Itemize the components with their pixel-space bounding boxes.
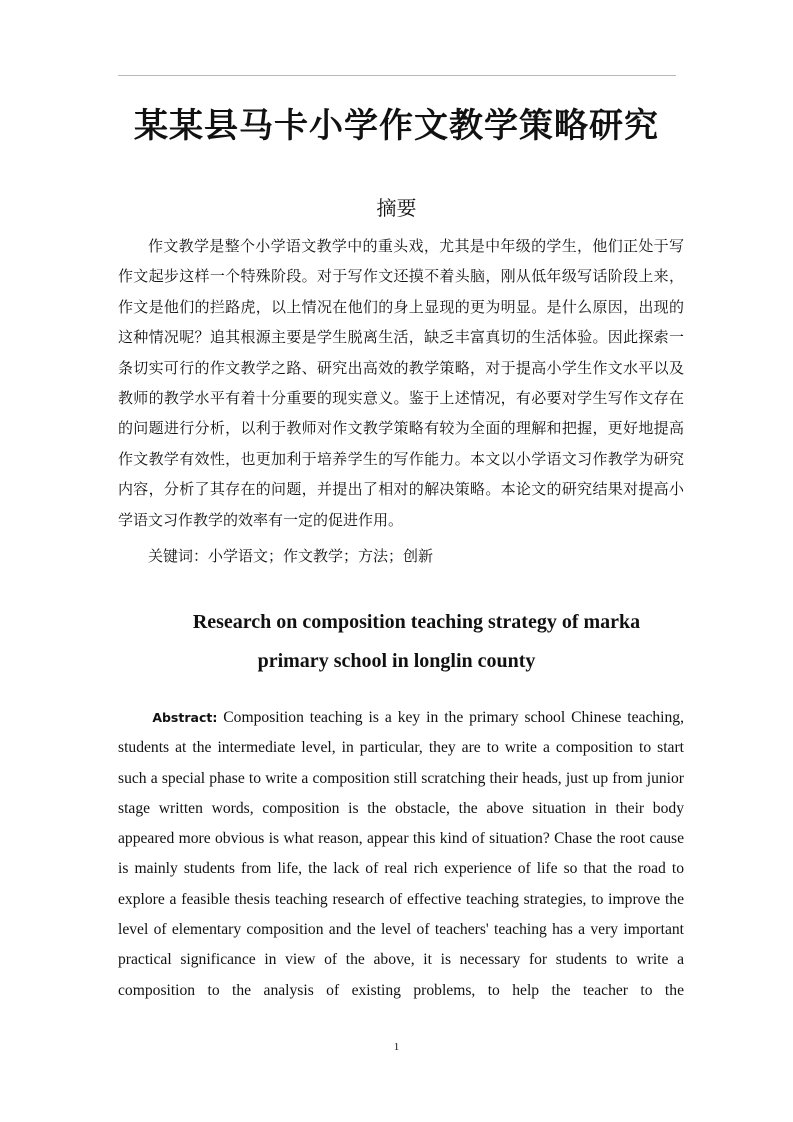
- chinese-abstract-heading: 摘要: [376, 196, 417, 220]
- english-title-line-1: Research on composition teaching strategy of marka: [192, 611, 641, 633]
- english-title: [0, 603, 793, 681]
- abstract-label: Abstract:: [152, 710, 218, 725]
- keywords-label: 关键词：: [148, 547, 209, 565]
- chinese-keywords: [118, 541, 684, 571]
- header-rule: [118, 75, 676, 76]
- page-number: 1: [393, 1041, 400, 1053]
- english-title-line-2: primary school in longlin county: [257, 650, 536, 672]
- keywords-list: 小学语文；作文教学；方法；创新: [208, 547, 434, 565]
- document-title: 某某县马卡小学作文教学策略研究: [134, 106, 659, 146]
- english-abstract-body: Composition teaching is a key in the primary school Chinese teaching, students at the intermediate level, in particular, they are to write a composition to start such a special phase to write a composition still scratching their heads, just up from junior stage written words, composition is the obstacle, the above situation in their body appeared more obvious is what reason, appear this kind of situation? Chase the root cause is mainly students from life, the lack of real rich experience of life so that the road to explore a feasible thesis teaching research of effective teaching strategies, to improve the level of elementary composition and the level of teachers' teaching has a very important practical significance in view of the above, it is necessary for students to write a composition to the analysis of existing problems, to help the teacher to the: [118, 709, 684, 999]
- chinese-abstract-body: 作文教学是整个小学语文教学中的重头戏，尤其是中年级的学生，他们正处于写作文起步这样一个特殊阶段。对于写作文还摸不着头脑，刚从低年级写话阶段上来，作文是他们的拦路虎，以上情况在他们的身上显现的更为明显。是什么原因，出现的这种情况呢？追其根源主要是学生脱离生活，缺乏丰富真切的生活体验。因此探索一条切实可行的作文教学之路、研究出高效的教学策略，对于提高小学生作文水平以及教师的教学水平有着十分重要的现实意义。鉴于上述情况，有必要对学生写作文存在的问题进行分析，以利于教师对作文教学策略有较为全面的理解和把握，更好地提高作文教学有效性，也更加利于培养学生的写作能力。本文以小学语文习作教学为研究内容，分析了其存在的问题，并提出了相对的解决策略。本论文的研究结果对提高小学语文习作教学的效率有一定的促进作用。: [118, 237, 684, 529]
- english-abstract: [118, 703, 684, 1006]
